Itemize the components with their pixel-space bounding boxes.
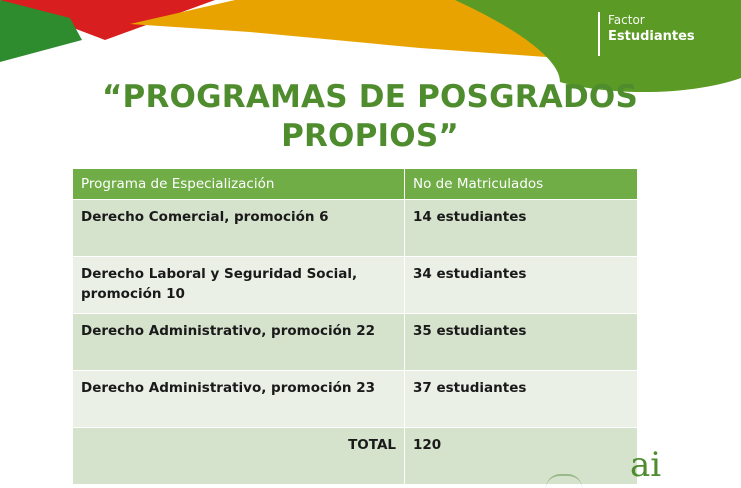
table-row xyxy=(73,314,638,371)
header-count: No de Matriculados xyxy=(405,169,638,200)
institution-logo xyxy=(630,445,662,485)
logo-text: ai xyxy=(630,445,662,485)
program-line2: promoción 10 xyxy=(81,286,185,302)
program-cell: Derecho Administrativo, promoción 23 xyxy=(73,371,405,428)
header-program: Programa de Especialización xyxy=(73,169,405,200)
program-cell xyxy=(73,257,405,314)
brand-line2: Estudiantes xyxy=(608,29,695,44)
page-title xyxy=(60,78,680,156)
program-cell: Derecho Administrativo, promoción 22 xyxy=(73,314,405,371)
count-cell: 34 estudiantes xyxy=(405,257,638,314)
count-cell: 14 estudiantes xyxy=(405,200,638,257)
title-line1: “PROGRAMAS DE POSGRADOS xyxy=(101,79,638,115)
table-row xyxy=(73,371,638,428)
program-line1: Derecho Laboral y Seguridad Social, xyxy=(81,266,358,282)
count-cell: 37 estudiantes xyxy=(405,371,638,428)
program-cell: Derecho Comercial, promoción 6 xyxy=(73,200,405,257)
table-row xyxy=(73,200,638,257)
brand-logo xyxy=(598,12,695,56)
title-line2: PROPIOS” xyxy=(281,118,459,154)
brand-line1: Factor xyxy=(608,13,645,27)
total-label: TOTAL xyxy=(73,428,405,485)
total-value: 120 xyxy=(405,428,638,485)
table-header-row xyxy=(73,169,638,200)
programs-table xyxy=(72,168,638,485)
table-row xyxy=(73,257,638,314)
count-cell: 35 estudiantes xyxy=(405,314,638,371)
